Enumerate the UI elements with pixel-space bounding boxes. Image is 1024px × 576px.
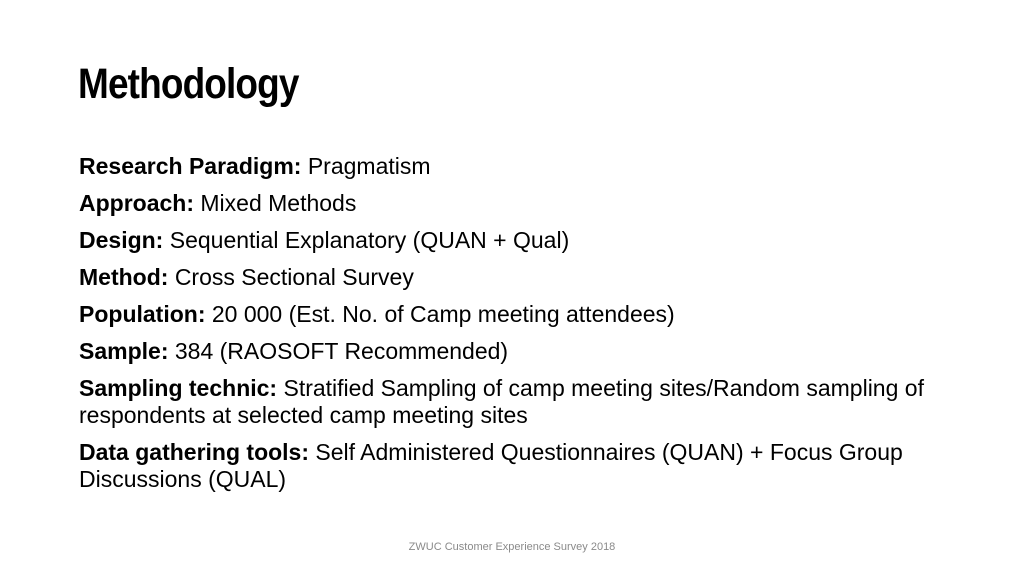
list-item-data-gathering-tools — [79, 439, 939, 493]
item-label: Data gathering tools: — [79, 439, 310, 465]
item-label: Population: — [79, 301, 206, 327]
list-item-method — [79, 264, 939, 291]
slide-footer: ZWUC Customer Experience Survey 2018 — [408, 541, 616, 553]
slide-title: Methodology — [78, 60, 299, 108]
item-label: Approach: — [79, 190, 194, 216]
item-value: Cross Sectional Survey — [174, 264, 414, 290]
item-value: Stratified Sampling of camp meeting sites/Random sampling of respondents at selected camp meeting sites — [79, 375, 924, 428]
item-value: 20 000 (Est. No. of Camp meeting attendees) — [211, 301, 675, 327]
list-item-approach — [79, 190, 939, 217]
item-value: 384 (RAOSOFT Recommended) — [174, 338, 509, 364]
list-item-sampling-technic — [79, 375, 939, 429]
item-value: Self Administered Questionnaires (QUAN) + Focus Group Discussions (QUAL) — [79, 439, 903, 492]
item-value: Pragmatism — [307, 153, 431, 179]
list-item-population — [79, 301, 939, 328]
list-item-sample — [79, 338, 939, 365]
item-label: Sampling technic: — [79, 375, 278, 401]
item-label: Sample: — [79, 338, 169, 364]
list-item-design — [79, 227, 939, 254]
list-item-research-paradigm — [79, 153, 939, 180]
item-label: Method: — [79, 264, 169, 290]
methodology-list — [79, 153, 939, 503]
item-value: Mixed Methods — [200, 190, 357, 216]
item-value: Sequential Explanatory (QUAN + Qual) — [169, 227, 570, 253]
item-label: Design: — [79, 227, 164, 253]
item-label: Research Paradigm: — [79, 153, 302, 179]
